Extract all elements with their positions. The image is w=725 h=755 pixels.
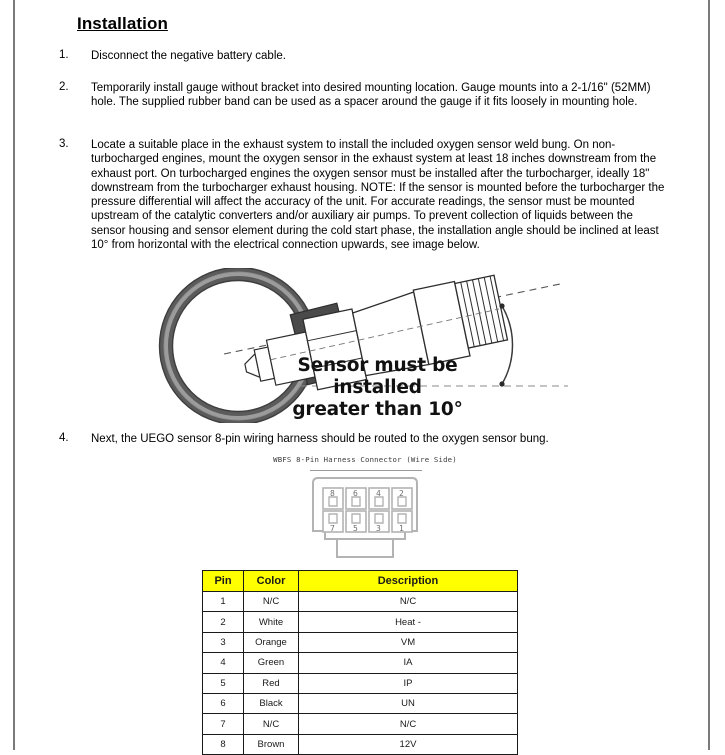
step-text: Next, the UEGO sensor 8-pin wiring harness should be routed to the oxygen sensor bung. [91, 433, 549, 445]
connector-pinout-drawing [303, 475, 427, 561]
cell-pin: 3 [203, 632, 244, 652]
step-text: Disconnect the negative battery cable. [91, 50, 286, 62]
connector-pin-label-5: 5 [353, 524, 358, 533]
cell-color: Orange [244, 632, 299, 652]
pin-assignment-table [202, 570, 518, 755]
cell-description: N/C [299, 592, 518, 612]
installation-angle-arc [502, 306, 513, 384]
instruction-step-3 [59, 138, 667, 252]
cell-pin: 7 [203, 714, 244, 734]
table-row [203, 653, 518, 673]
cell-color: Green [244, 653, 299, 673]
page-left-edge [13, 0, 15, 750]
cell-pin: 1 [203, 592, 244, 612]
connector-pin-label-1: 1 [399, 524, 404, 533]
cell-color: White [244, 612, 299, 632]
cell-pin: 8 [203, 734, 244, 754]
cell-description: VM [299, 632, 518, 652]
connector-caption: WBFS 8-Pin Harness Connector (Wire Side) [273, 455, 457, 464]
angle-arrow-top [499, 303, 504, 308]
connector-pin-label-4: 4 [376, 489, 381, 498]
cell-pin: 6 [203, 693, 244, 713]
table-header-row [203, 571, 518, 592]
table-row [203, 673, 518, 693]
connector-caption-underline [310, 470, 422, 471]
cell-pin: 4 [203, 653, 244, 673]
connector-pin-label-3: 3 [376, 524, 381, 533]
cell-description: 12V [299, 734, 518, 754]
page-title: Installation [77, 14, 168, 33]
figure-caption-line-1: Sensor must be installed [297, 355, 458, 398]
page-right-edge [708, 0, 710, 750]
harness-connector-figure [255, 455, 475, 560]
table-row [203, 714, 518, 734]
table-row [203, 693, 518, 713]
step-number: 1. [59, 49, 69, 61]
step-number: 2. [59, 81, 69, 93]
table-row [203, 612, 518, 632]
cell-pin: 5 [203, 673, 244, 693]
instruction-step-2 [59, 81, 667, 110]
step-text: Temporarily install gauge without bracket into desired mounting location. Gauge mounts into a 2-1/16" (52MM) hole. The supplied rubber band can be used as a spacer around the gauge if it fits loosely in mounting hole. [91, 82, 651, 109]
column-header-description: Description [299, 571, 518, 592]
instruction-step-1 [59, 49, 659, 63]
connector-pin-label-6: 6 [353, 489, 358, 498]
figure-caption-line-2: greater than 10° [292, 399, 463, 420]
connector-pin-label-8: 8 [330, 489, 335, 498]
page-content [55, 0, 680, 750]
cell-pin: 2 [203, 612, 244, 632]
angle-arrow-bottom [499, 381, 504, 386]
figure-caption [260, 355, 495, 421]
cell-description: Heat - [299, 612, 518, 632]
column-header-pin: Pin [203, 571, 244, 592]
step-number: 3. [59, 138, 69, 150]
connector-pin-label-2: 2 [399, 489, 404, 498]
cell-description: UN [299, 693, 518, 713]
column-header-color: Color [244, 571, 299, 592]
table-row [203, 592, 518, 612]
connector-pin-label-7: 7 [330, 524, 335, 533]
cell-color: Brown [244, 734, 299, 754]
cell-description: IA [299, 653, 518, 673]
cell-color: N/C [244, 592, 299, 612]
cell-description: IP [299, 673, 518, 693]
step-text: Locate a suitable place in the exhaust system to install the included oxygen sensor weld bung. On non-turbocharged engines, mount the oxygen sensor in the exhaust system at least 18 inches downstream from the exhaust port. On turbocharged engines the oxygen sensor must be installed after the turbocharger, ideally 18" downstream from the turbocharger exhaust housing. NOTE: If the sensor is mounted before the turbocharger the pressure differential will affect the accuracy of the unit. For accurate readings, the sensor must be mounted upstream of the catalytic converters and/or auxiliary air pumps. To prevent collection of liquids between the sensor housing and sensor element during the cold start phase, the installation angle should be inclined at least 10° from horizontal with the electrical connection upwards, see image below. [91, 139, 665, 252]
cell-color: Black [244, 693, 299, 713]
step-number: 4. [59, 432, 69, 444]
cell-color: Red [244, 673, 299, 693]
cell-color: N/C [244, 714, 299, 734]
table-row [203, 632, 518, 652]
cell-description: N/C [299, 714, 518, 734]
table-row [203, 734, 518, 754]
instruction-step-4 [59, 432, 667, 446]
